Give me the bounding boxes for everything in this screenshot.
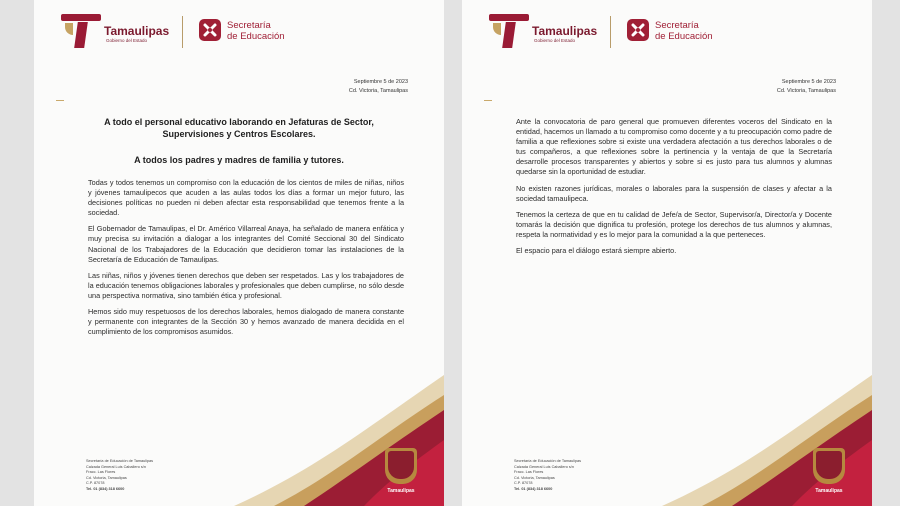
brand-subtitle: Gobierno del Estado xyxy=(534,38,576,43)
brand-name: Tamaulipas xyxy=(532,24,598,38)
secretaria-line-1: Secretaría xyxy=(227,20,271,31)
secretaria-name xyxy=(655,20,713,42)
footer-line: Secretaría de Educación de Tamaulipas xyxy=(86,459,154,463)
footer-line: Fracc. Las Flores xyxy=(514,470,544,475)
header-divider xyxy=(182,16,183,48)
footer-phone: Tel. 01 (834) 318 6600 xyxy=(86,486,125,491)
paragraph: Hemos sido muy respetuosos de los derechos laborales, hemos dialogado de manera constante y permanente con integrantes de la Sección 30 y hemos avanzado de manera decidida en el cumplimiento de los compromisos asumidos. xyxy=(88,307,404,337)
paragraph: No existen razones jurídicas, morales o laborales para la suspensión de clases y afectar a la sociedad tamaulipeca. xyxy=(516,183,832,203)
secretaria-line-1: Secretaría xyxy=(655,20,699,31)
secretaria-line-2: de Educación xyxy=(655,31,713,42)
secretaria-logo-icon xyxy=(199,19,221,41)
date-location xyxy=(686,78,836,96)
footer-line: Calzada General Luis Caballero s/n xyxy=(514,464,574,469)
tamaulipas-logo xyxy=(61,14,101,48)
footer-line: C.P. 87078 xyxy=(514,481,533,486)
footer-line: Secretaría de Educación de Tamaulipas xyxy=(514,459,582,463)
state-seal-icon xyxy=(813,448,845,484)
brand-name: Tamaulipas xyxy=(104,24,170,38)
document-page-1 xyxy=(34,0,444,506)
location-text: Cd. Victoria, Tamaulipas xyxy=(348,88,408,94)
date-location xyxy=(258,78,408,96)
paragraph: Tenemos la certeza de que en tu calidad de Jefe/a de Sector, Supervisor/a, Director/a y Docente tomarás la decisión que dignifica tu profesión, protege los derechos de tus alumnos y alumnas, respeta la normatividad y es lo mejor para la comunidad a la que perteneces. xyxy=(516,209,832,239)
footer-line: Cd. Victoria, Tamaulipas xyxy=(514,475,555,480)
paragraph: Ante la convocatoria de paro general que promueven diferentes voceros del Sindicato en la entidad, hacemos un llamado a tu compromiso como docente y a tu preocupación como padre de familia a que reflexiones sobre si existe una verdadera afectación a tus derechos laborales o de tus compañeros, a que reflexiones sobre la pertinencia y la ventaja de que la Secretaría desarrolle procesos transparentes y abiertos y sobre si es justo para tus alumnos y alumnas quedarse sin la oportunidad de estudiar. xyxy=(516,117,832,177)
date-text: Septiembre 5 de 2023 xyxy=(781,79,836,85)
seal-label: Tamaulipas xyxy=(387,488,415,494)
paragraph: El Gobernador de Tamaulipas, el Dr. Américo Villarreal Anaya, ha señalado de manera enfática y muy precisa su invitación a dialogar a los integrantes del Comité Seccional 30 del Sindicato Nacional de los Trabajadores de la Educación que decidieron tomar las instalaciones de la Secretaría de Educación de Tamaulipas. xyxy=(88,224,404,264)
footer-address xyxy=(86,459,226,493)
location-text: Cd. Victoria, Tamaulipas xyxy=(776,88,836,94)
brand-subtitle: Gobierno del Estado xyxy=(106,38,148,43)
footer-line: Fracc. Las Flores xyxy=(86,470,116,475)
margin-mark xyxy=(484,100,492,101)
secretaria-line-2: de Educación xyxy=(227,31,285,42)
footer-phone: Tel. 01 (834) 318 6600 xyxy=(514,486,553,491)
paragraph: Todas y todos tenemos un compromiso con la educación de los cientos de miles de niñas, niños y jóvenes tamaulipecos que acuden a las aulas todos los días a formar un mejor futuro, las decisiones políticas no pueden ni deben afectar esta responsabilidad que tenemos frente a la sociedad. xyxy=(88,178,404,218)
letter-body xyxy=(88,178,404,343)
state-seal-icon xyxy=(385,448,417,484)
heading-personal: A todo el personal educativo laborando en Jefaturas de Sector, Supervisiones y Centros Escolares. xyxy=(104,117,374,139)
seal-label: Tamaulipas xyxy=(815,488,843,494)
heading-padres: A todos los padres y madres de familia y tutores. xyxy=(134,155,344,165)
footer-address xyxy=(514,459,654,493)
footer-line: Cd. Victoria, Tamaulipas xyxy=(86,475,127,480)
secretaria-name xyxy=(227,20,285,42)
tamaulipas-logo xyxy=(489,14,529,48)
paragraph: El espacio para el diálogo estará siempre abierto. xyxy=(516,246,677,256)
date-text: Septiembre 5 de 2023 xyxy=(353,79,408,85)
header-divider xyxy=(610,16,611,48)
footer-line: C.P. 87078 xyxy=(86,481,105,486)
footer-line: Calzada General Luis Caballero s/n xyxy=(86,464,146,469)
document-page-2 xyxy=(462,0,872,506)
margin-mark xyxy=(56,100,64,101)
paragraph: Las niñas, niños y jóvenes tienen derechos que deben ser respetados. Las y los trabajadores de la educación tenemos obligaciones laborales y profesionales que deben cumplirse, no sólo desde una perspectiva normativa, sino también ética y profesional. xyxy=(88,270,404,300)
letter-body xyxy=(516,117,832,262)
secretaria-logo-icon xyxy=(627,19,649,41)
